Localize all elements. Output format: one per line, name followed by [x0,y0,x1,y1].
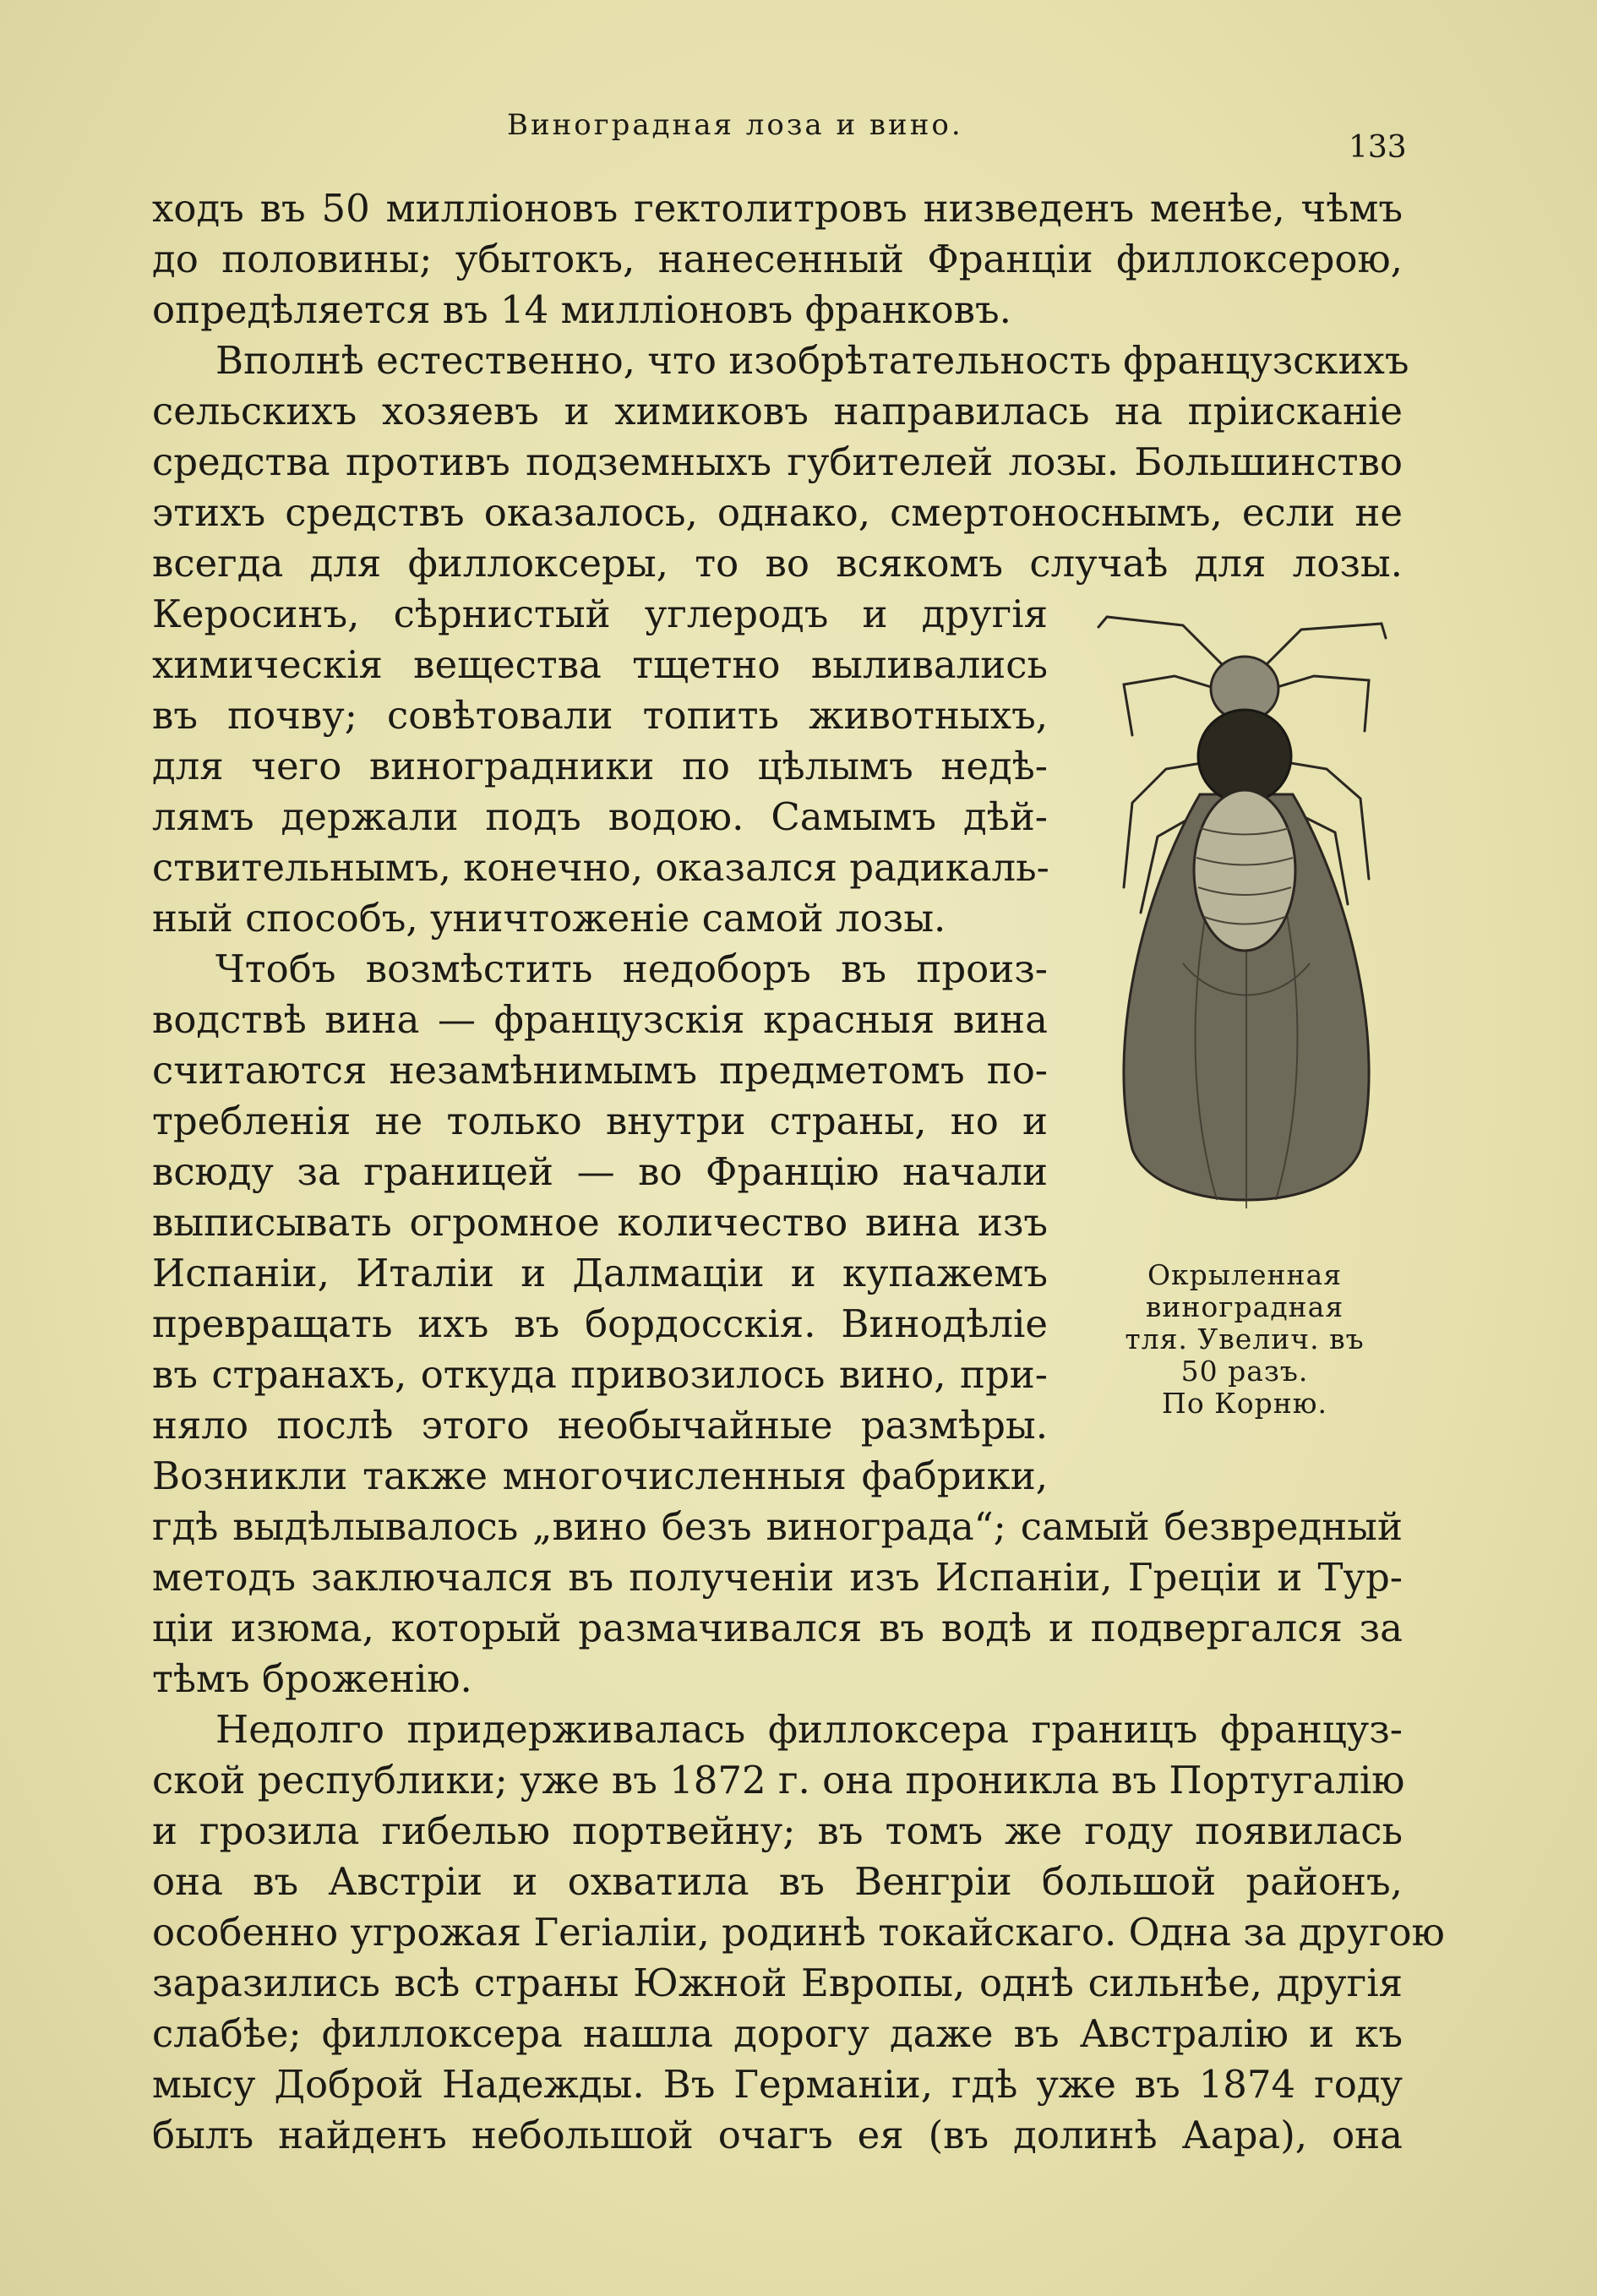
text-line: до половины; убытокъ, нанесенный Францiи филлоксерою, [152,237,1403,281]
text-line: всюду за границей — во Францiю начали [152,1149,1048,1194]
text-line: слабѣе; филлоксера нашла дорогу даже въ Австралiю и къ [152,2011,1403,2056]
text-line: былъ найденъ небольшой очагъ ея (въ долинѣ Аара), она [152,2113,1403,2157]
text-line: тѣмъ броженiю. [152,1656,472,1701]
text-line: она въ Австрiи и охватила въ Венгрiи большой районъ, [152,1859,1403,1904]
text-line: Возникли также многочисленныя фабрики, [152,1453,1048,1498]
text-line: въ почву; совѣтовали топить животныхъ, [152,693,1048,738]
text-line: ствительнымъ, конечно, оказался радикаль- [152,845,1049,890]
text-line: всегда для филлоксеры, то во всякомъ случаѣ для лозы. [152,541,1403,586]
text-line: ской республики; уже въ 1872 г. она проникла въ Португалiю [152,1758,1405,1802]
text-line: требленiя не только внутри страны, но и [152,1099,1048,1143]
text-line: Керосинъ, сѣрнистый углеродъ и другiя [152,592,1048,636]
text-line: ходъ въ 50 миллiоновъ гектолитровъ низведенъ менѣе, чѣмъ [152,186,1403,231]
text-line: превращать ихъ въ бордосскiя. Винодѣлiе [152,1301,1048,1346]
text-line: въ странахъ, откуда привозилось вино, при- [152,1352,1048,1397]
text-line: водствѣ вина — французскiя красныя вина [152,997,1048,1042]
text-line: цiи изюма, который размачивался въ водѣ и подвергался за [152,1606,1403,1650]
text-line: гдѣ выдѣлывалось „вино безъ винограда“; самый безвредный [152,1504,1403,1549]
insect-abdomen [1194,790,1295,951]
text-line: Чтобъ возмѣстить недоборъ въ произ- [215,946,1048,991]
text-line: заразились всѣ страны Южной Европы, однѣ сильнѣе, другiя [152,1961,1403,2005]
text-line: сельскихъ хозяевъ и химиковъ направилась на прiисканiе [152,389,1403,434]
text-line: средства противъ подземныхъ губителей лозы. Большинство [152,439,1403,484]
running-title: Виноградная лоза и вино. [507,108,963,142]
phylloxera-illustration [1090,608,1403,1234]
text-line: мысу Доброй Надежды. Въ Германiи, гдѣ уже въ 1874 году [152,2062,1403,2107]
caption-line: Окрыленная [1147,1258,1343,1291]
text-line: Испанiи, Италiи и Далмацiи и купажемъ [152,1251,1048,1295]
right-antenna [1263,624,1386,668]
text-line: особенно угрожая Гегiалiи, родинѣ токайскаго. Одна за другою [152,1910,1445,1955]
text-line: химическiя вещества тщетно выливались [152,642,1048,687]
text-line: этихъ средствъ оказалось, однако, смертоноснымъ, если не [152,490,1403,535]
text-line: считаются незамѣнимымъ предметомъ по- [152,1048,1048,1093]
caption-line: тля. Увелич. въ [1125,1323,1365,1355]
text-line: выписывать огромное количество вина изъ [152,1200,1048,1245]
caption-line: По Корню. [1162,1387,1327,1420]
left-antenna [1098,617,1225,668]
text-line: и грозила гибелью портвейну; въ томъ же году появилась [152,1808,1403,1853]
text-line: няло послѣ этого необычайные размѣры. [152,1403,1048,1448]
text-line: методъ заключался въ полученiи изъ Испанiи, Грецiи и Тур- [152,1555,1403,1600]
text-line: ный способъ, уничтоженiе самой лозы. [152,896,946,941]
caption-line: 50 разъ. [1180,1355,1309,1388]
caption-line: виноградная [1145,1290,1344,1323]
text-line: опредѣляется въ 14 миллiоновъ франковъ. [152,287,1011,332]
text-line: Вполнѣ естественно, что изобрѣтательность французскихъ [215,338,1409,383]
text-line: для чего виноградники по цѣлымъ недѣ- [152,744,1048,788]
page-number: 133 [1349,130,1407,165]
text-line: лямъ держали подъ водою. Самымъ дѣй- [152,794,1048,839]
text-line: Недолго придерживалась филлоксера границъ француз- [215,1707,1403,1752]
figure-caption [1071,1259,1418,1420]
